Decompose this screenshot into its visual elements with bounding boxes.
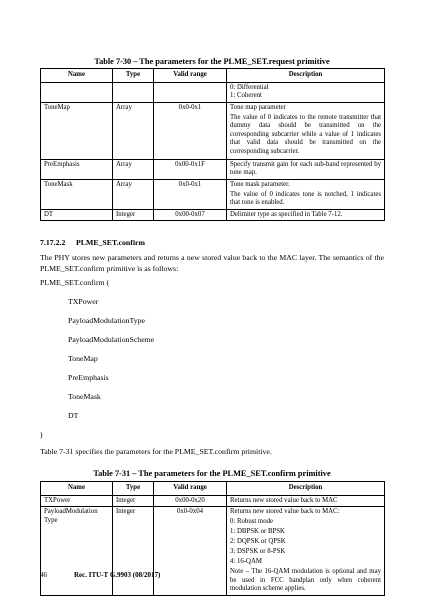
col-header-type: Type xyxy=(113,482,154,496)
cell-range: 0x00-0x1F xyxy=(154,159,227,179)
cell-name: PreEmphasis xyxy=(41,159,113,179)
description-line: 3: DSPSK or 8-PSK xyxy=(230,548,286,555)
table-30 xyxy=(40,68,385,221)
cell-type: Array xyxy=(113,159,154,179)
col-header-type: Type xyxy=(113,69,154,83)
description-line: Tone map parameter xyxy=(230,103,286,111)
code-param: PayloadModulationScheme xyxy=(68,335,155,344)
intro-paragraph: The PHY stores new parameters and returns a new stored value back to the MAC layer. The semantics of the PLME_SET.confirm primitive is as follows: xyxy=(40,253,384,273)
table-31-caption: Table 7-31 – The parameters for the PLME_SET.confirm primitive xyxy=(93,469,331,478)
table-31-header-row xyxy=(41,482,385,496)
cell-name: ToneMap xyxy=(41,102,113,159)
description-line: Delimiter type as specified in Table 7-12. xyxy=(227,209,385,221)
description-line: 0: Differential xyxy=(230,83,269,91)
code-param: ToneMap xyxy=(68,354,98,363)
code-param: TXPower xyxy=(68,297,99,306)
table-row xyxy=(41,179,385,209)
page-number: 46 xyxy=(40,571,47,579)
cell-name: PayloadModulation Type xyxy=(41,507,113,596)
col-header-valid-range: Valid range xyxy=(154,482,227,496)
section-heading xyxy=(40,238,145,247)
table-reference-sentence: Table 7-31 specifies the parameters for the PLME_SET.confirm primitive. xyxy=(40,447,272,456)
table-row xyxy=(41,507,385,596)
description-line: Specify transmit gain for each sub-band represented by tone map. xyxy=(227,159,385,179)
cell-range: 0x0-0x1 xyxy=(154,179,227,209)
cell-name: DT xyxy=(41,209,113,221)
code-close: ) xyxy=(40,430,43,439)
description-line: 0: Robust mode xyxy=(230,518,274,525)
cell-name: ToneMask xyxy=(41,179,113,209)
col-header-name: Name xyxy=(41,69,113,83)
col-header-valid-range: Valid range xyxy=(154,69,227,83)
description-line: Returns new stored value back to MAC: xyxy=(230,508,340,515)
description-line: The value of 0 indicates to the remote transmitter that dummy data should be transmitted on the corresponding subcarrier while a value of 1 indicates that valid data should be transmitted on the corresponding subcarrier. xyxy=(230,113,381,155)
table-row xyxy=(41,159,385,179)
cell-range: 0x0-0x1 xyxy=(154,102,227,159)
col-header-description: Description xyxy=(227,482,385,496)
table-row xyxy=(41,102,385,159)
table-30-caption: Table 7-30 – The parameters for the PLME_SET.request primitive xyxy=(94,57,330,66)
col-header-description: Description xyxy=(227,69,385,83)
cell-range: 0x00-0x20 xyxy=(154,495,227,507)
cell-name: TXPower xyxy=(41,495,113,507)
cell-type: Integer xyxy=(113,507,154,596)
code-param: PreEmphasis xyxy=(68,373,109,382)
description-line: The value of 0 indicates tone is notched, 1 indicates that tone is enabled. xyxy=(230,190,381,206)
table-row xyxy=(41,209,385,221)
code-param: ToneMask xyxy=(68,392,101,401)
col-header-name: Name xyxy=(41,482,113,496)
description-line: 1: Coherent xyxy=(230,92,262,99)
description-line: Tone mask parameter. xyxy=(230,180,290,188)
section-title: PLME_SET.confirm xyxy=(76,238,145,247)
cell-range: 0x00-0x07 xyxy=(154,209,227,221)
page-footer xyxy=(40,571,160,579)
description-line: 4: 16-QAM xyxy=(230,558,262,565)
cell-range: 0x0-0x04 xyxy=(154,507,227,596)
code-open: PLME_SET.confirm ( xyxy=(40,278,110,287)
table-row xyxy=(41,495,385,507)
cell-type: Integer xyxy=(113,495,154,507)
description-line: 1: DBPSK or BPSK xyxy=(230,528,285,535)
description-line: Note – The 16-QAM modulation is optional and may be used in FCC bandplan only when coherent modulation scheme applies. xyxy=(230,568,381,592)
cell-type: Array xyxy=(113,179,154,209)
code-param: PayloadModulationType xyxy=(68,316,145,325)
document-reference: Rec. ITU-T G.9903 (08/2017) xyxy=(74,571,161,579)
cell-type: Array xyxy=(113,102,154,159)
description-line: Returns new stored value back to MAC xyxy=(227,495,385,507)
code-param: DT xyxy=(68,411,79,420)
table-30-header-row xyxy=(41,69,385,83)
section-number: 7.17.2.2 xyxy=(40,238,66,247)
description-line: 2: DQPSK or QPSK xyxy=(230,538,286,545)
cell-type: Integer xyxy=(113,209,154,221)
table-row xyxy=(41,82,385,102)
